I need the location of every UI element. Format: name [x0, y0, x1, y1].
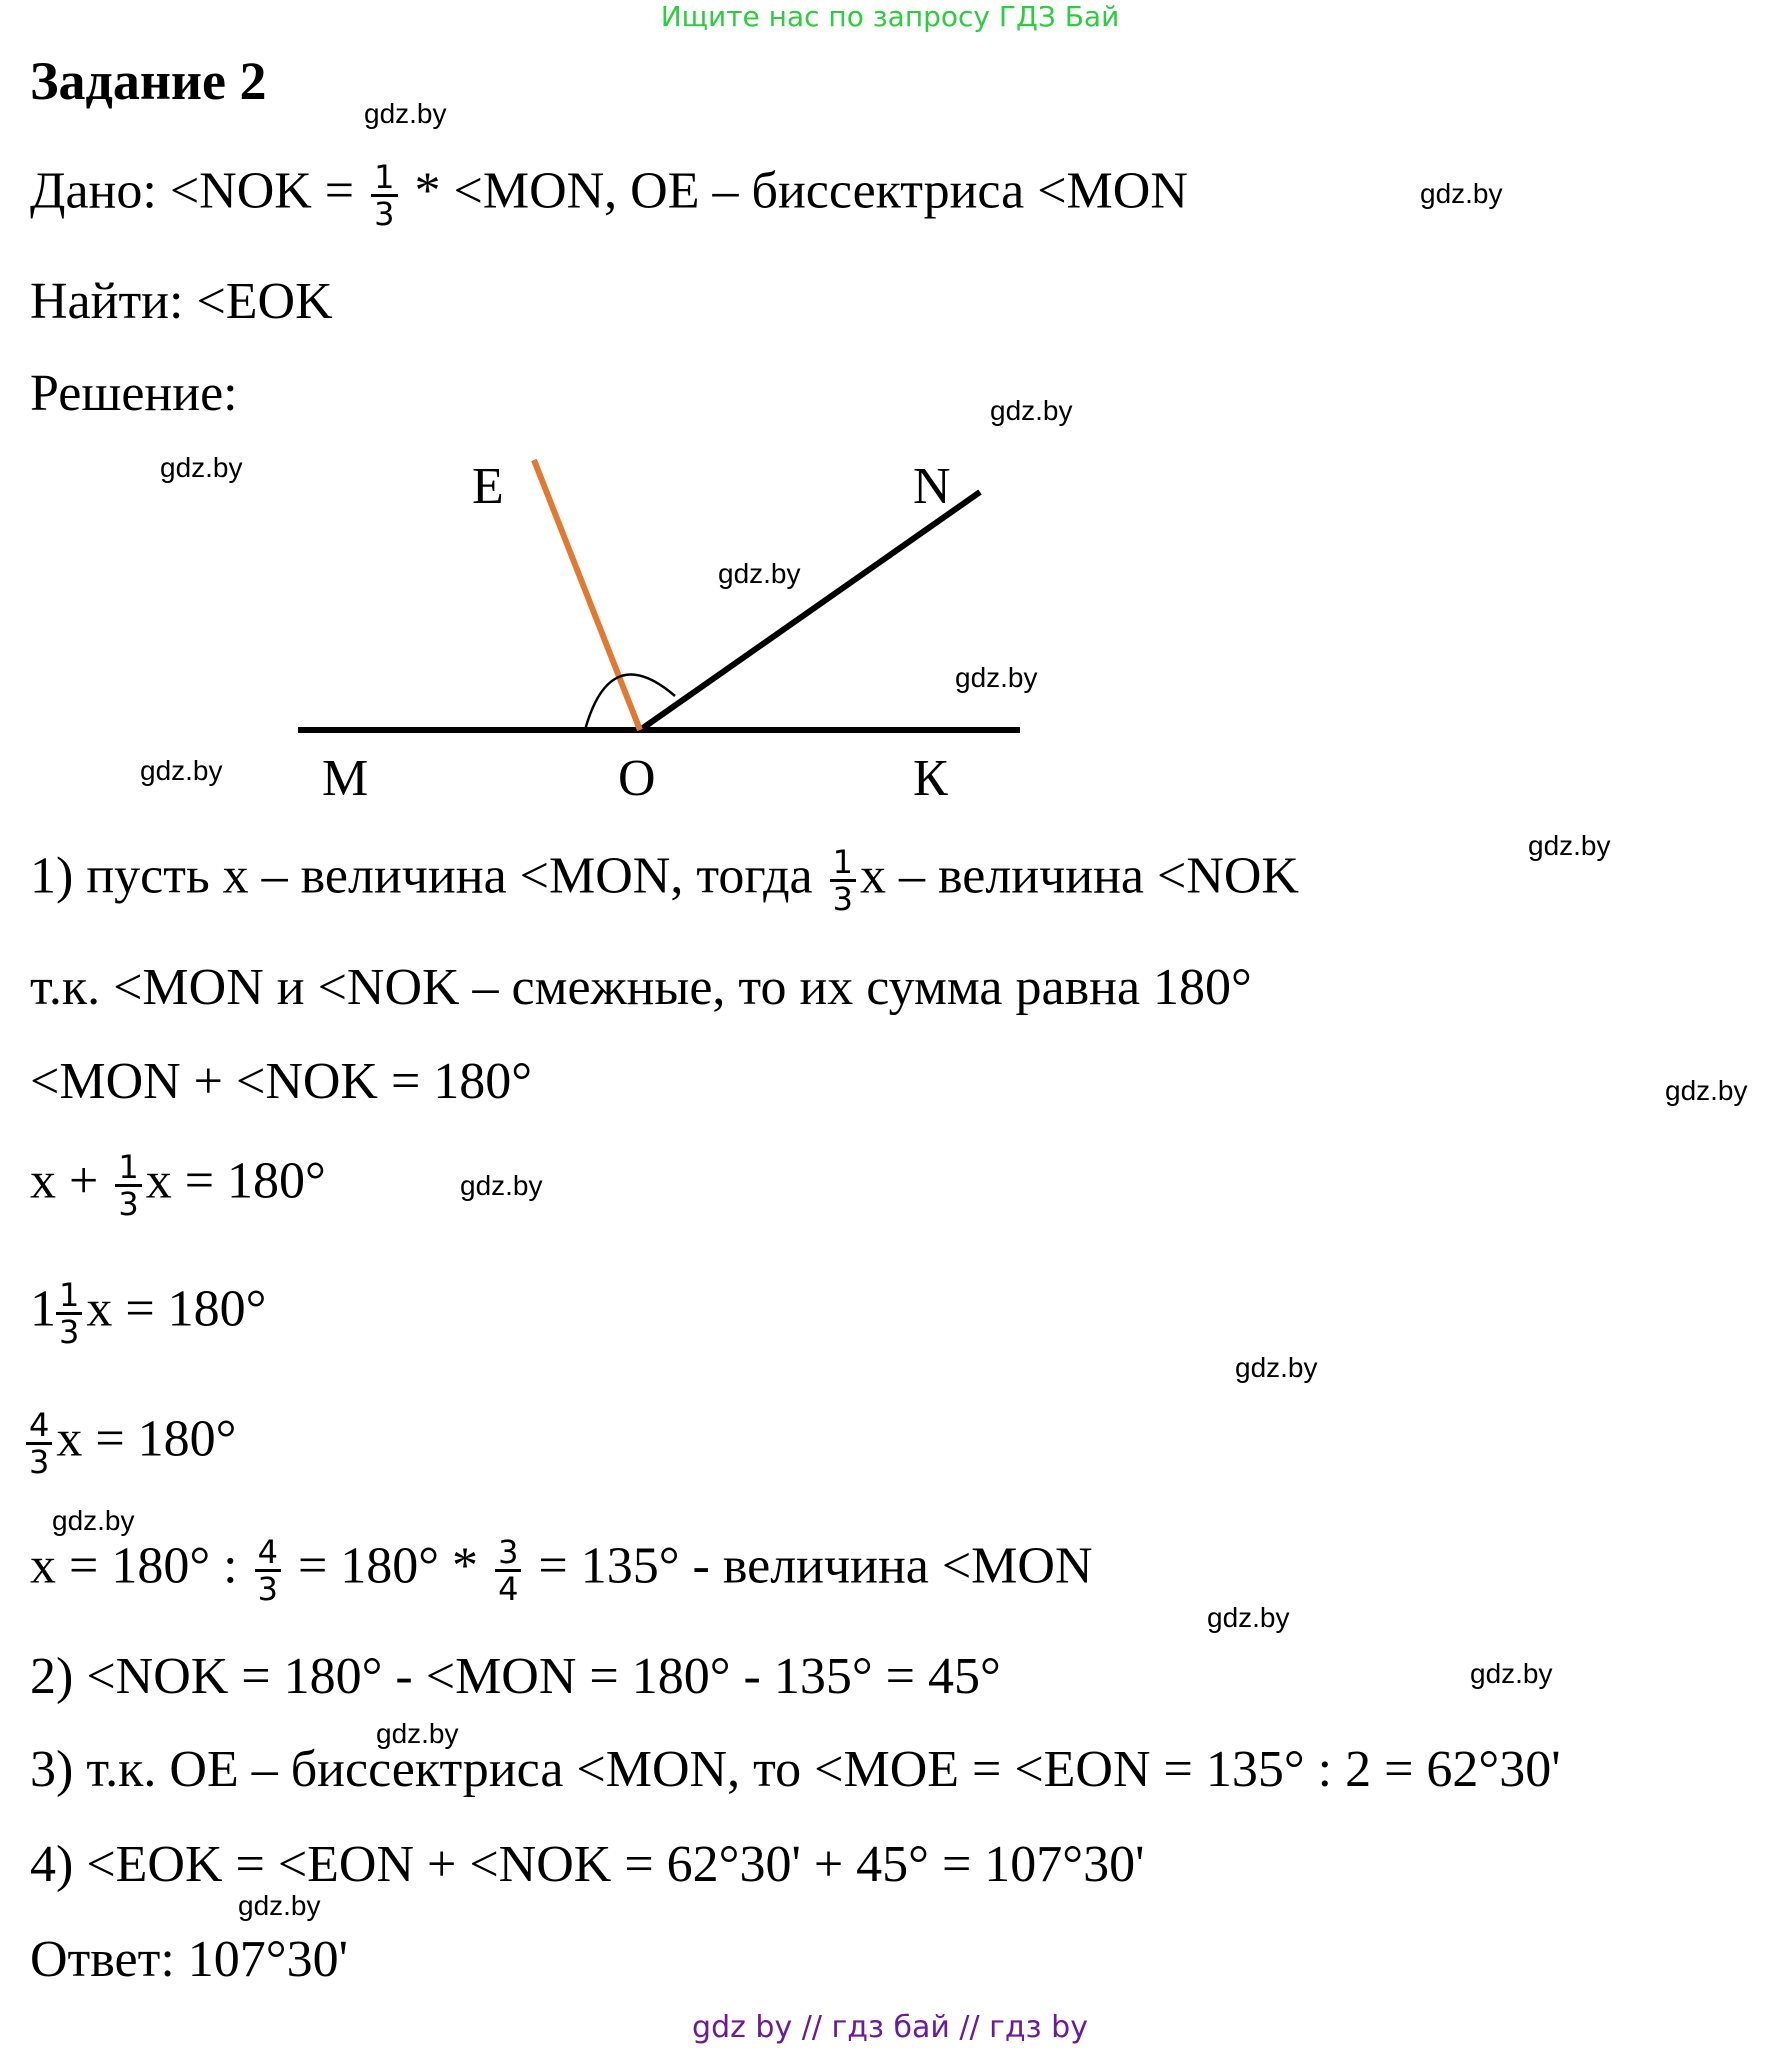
ray-on: [640, 492, 980, 730]
fraction-numerator: 1: [371, 160, 397, 197]
watermark: gdz.by: [364, 98, 447, 129]
given-prefix: Дано: <NOK =: [30, 162, 368, 220]
watermark: gdz.by: [1235, 1352, 1318, 1383]
given-line: [30, 160, 1188, 231]
task-title: Задание 2: [30, 51, 267, 111]
watermark: gdz.by: [1420, 178, 1503, 209]
step-3: <MON + <NOK = 180°: [30, 1053, 533, 1110]
step-7-text-b: = 180° *: [284, 1537, 492, 1595]
solution-label: Решение:: [30, 365, 238, 422]
step-4-text-b: x = 180°: [145, 1152, 326, 1210]
watermark: gdz.by: [52, 1505, 135, 1536]
step-1-text-a: 1) пусть x – величина <MON, тогда: [30, 847, 826, 905]
fraction-denominator: 3: [832, 880, 853, 918]
step-7: [30, 1535, 1093, 1606]
step-8: 2) <NOK = 180° - <MON = 180° - 135° = 45°: [30, 1648, 1001, 1705]
label-k: К: [913, 750, 948, 807]
label-m: M: [322, 750, 369, 807]
answer-line: Ответ: 107°30': [30, 1931, 348, 1988]
label-n: N: [913, 458, 951, 515]
watermark: gdz.by: [1470, 1658, 1553, 1689]
step-9: 3) т.к. OE – биссектриса <MON, то <MOE = <EON = 135° : 2 = 62°30': [30, 1741, 1561, 1798]
watermark: gdz.by: [718, 558, 801, 589]
label-o: O: [618, 750, 656, 807]
top-banner: Ищите нас по запросу ГДЗ Бай: [660, 0, 1120, 33]
step-4-text-a: x +: [30, 1152, 112, 1210]
find-line: Найти: <EOK: [30, 273, 333, 330]
step-1-text-b: x – величина <NOK: [860, 847, 1299, 905]
fraction-denominator: 3: [374, 195, 395, 233]
step-4: [30, 1150, 326, 1221]
watermark: gdz.by: [1528, 830, 1611, 861]
fraction-denominator: 4: [498, 1570, 519, 1608]
fraction-numerator: 1: [830, 845, 856, 882]
step-6-fraction: [26, 1408, 52, 1479]
step-1-fraction: [830, 845, 856, 916]
fraction-numerator: 3: [495, 1535, 521, 1572]
step-1: [30, 845, 1299, 916]
watermark: gdz.by: [1207, 1602, 1290, 1633]
watermark: gdz.by: [1665, 1075, 1748, 1106]
watermark: gdz.by: [238, 1890, 321, 1921]
fraction-denominator: 3: [118, 1185, 139, 1223]
watermark: gdz.by: [955, 662, 1038, 693]
step-6: [26, 1408, 236, 1479]
fraction-numerator: 4: [26, 1408, 52, 1445]
label-e: E: [472, 458, 504, 515]
step-7-fraction-1: [255, 1535, 281, 1606]
watermark: gdz.by: [376, 1718, 459, 1749]
fraction-denominator: 3: [257, 1570, 278, 1608]
fraction-denominator: 3: [29, 1443, 50, 1481]
step-5-text-a: 1: [30, 1280, 56, 1338]
ray-oe-bisector: [534, 460, 640, 730]
step-6-text-b: x = 180°: [56, 1410, 237, 1468]
step-7-fraction-2: [495, 1535, 521, 1606]
watermark: gdz.by: [160, 452, 243, 483]
watermark: gdz.by: [460, 1170, 543, 1201]
step-10: 4) <EOK = <EON + <NOK = 62°30' + 45° = 107°30': [30, 1836, 1145, 1893]
angle-diagram: [280, 440, 1060, 820]
step-2: т.к. <MON и <NOK – смежные, то их сумма равна 180°: [30, 959, 1252, 1016]
watermark: gdz.by: [140, 755, 223, 786]
step-5: [30, 1278, 266, 1349]
step-7-text-a: x = 180° :: [30, 1537, 251, 1595]
fraction-denominator: 3: [59, 1313, 80, 1351]
given-suffix: * <MON, OE – биссектриса <MON: [401, 162, 1188, 220]
given-fraction: [371, 160, 397, 231]
watermark: gdz.by: [990, 395, 1073, 426]
step-4-fraction: [115, 1150, 141, 1221]
step-5-fraction: [56, 1278, 82, 1349]
angle-diagram-svg: [280, 440, 1060, 820]
fraction-numerator: 4: [255, 1535, 281, 1572]
footer: gdz by // гдз бай // гдз by: [692, 2010, 1088, 2045]
step-5-text-b: x = 180°: [86, 1280, 267, 1338]
fraction-numerator: 1: [56, 1278, 82, 1315]
fraction-numerator: 1: [115, 1150, 141, 1187]
step-7-text-c: = 135° - величина <MON: [525, 1537, 1093, 1595]
